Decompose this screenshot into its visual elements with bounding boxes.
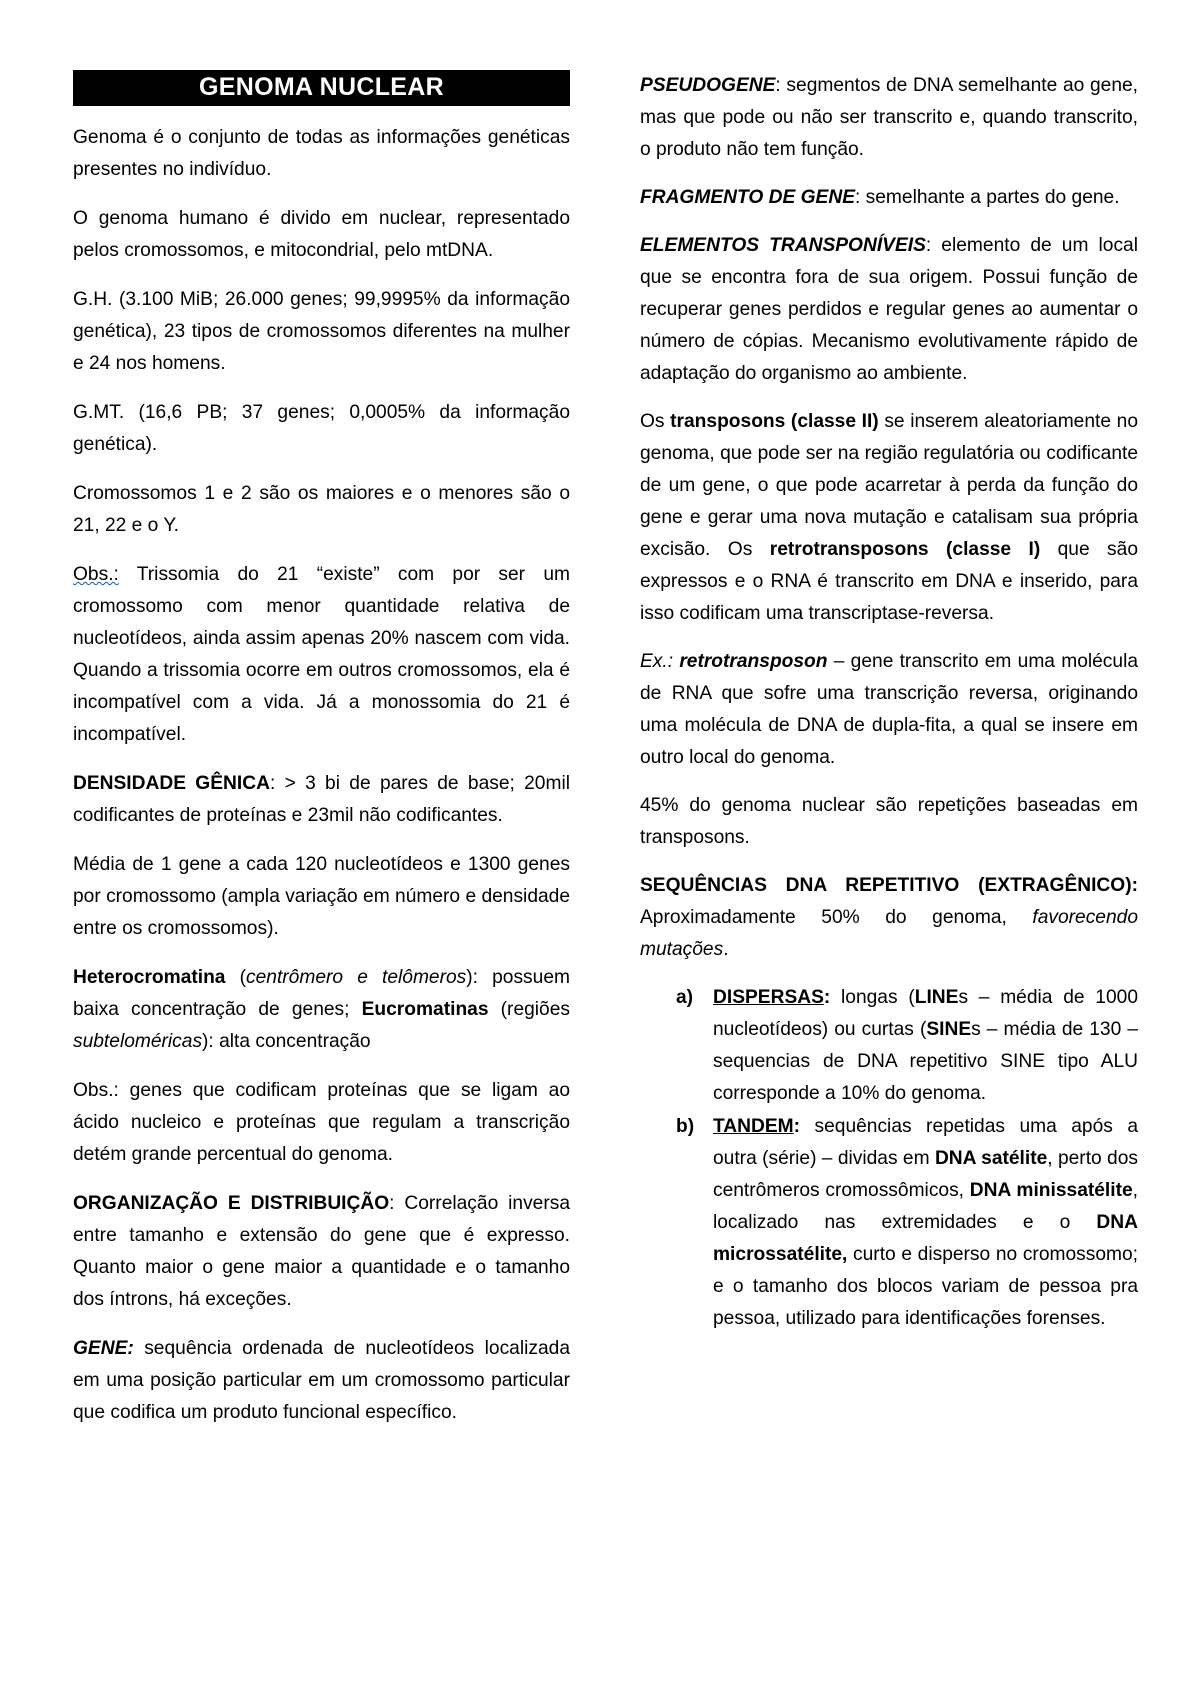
pseudogene-text: : segmentos de DNA semelhante ao gene, mas que pode ou não ser transcrito e, quando transcrito, o produto não tem função. [640,75,1138,160]
text-fragment: (regiões [488,999,570,1020]
paragraph-organizacao [73,1188,570,1316]
text-fragment: longas ( [830,987,915,1008]
retrotransposons-label: retrotransposons (classe I) [769,539,1041,560]
text-fragment: sequências repetidas uma após a outra (série) – dividas em [713,1116,1138,1169]
organizacao-text: : Correlação inversa entre tamanho e extensão do gene que é expresso. Quanto maior o gene maior a quantidade e o tamanho dos íntrons, há exceções. [73,1193,570,1310]
retrotransposon-term: retrotransposon [679,651,828,672]
paragraph-cromossomos: Cromossomos 1 e 2 são os maiores e o menores são o 21, 22 e o Y. [73,483,570,536]
list-item-dispersas [640,982,1138,1110]
text-fragment: que são expressos e o RNA é transcrito em DNA e inserido, para isso codificam uma transcriptase-reversa. [640,539,1138,624]
list-marker: a) [676,987,694,1008]
ex-label: Ex.: [640,651,680,672]
text-fragment: Os [640,411,671,432]
sine-term: SINE [926,1019,972,1040]
paragraph-media-genes: Média de 1 gene a cada 120 nucleotídeos e 1300 genes por cromossomo (ampla variação em número e densidade entre os cromossomos). [73,854,570,939]
paragraph-gene [73,1333,570,1429]
paragraph-exemplo-retrotransposon [640,646,1138,774]
paragraph-pseudogene [640,70,1138,166]
tandem-label: TANDEM [713,1116,794,1137]
list-marker: b) [676,1116,695,1137]
list-item-tandem [640,1111,1138,1335]
elementos-label: ELEMENTOS TRANSPONÍVEIS [640,235,926,256]
text-fragment: , perto dos centrômeros cromossômicos, [713,1148,1138,1201]
dispersas-label: DISPERSAS [713,987,824,1008]
text-fragment: ): possuem baixa concentração de genes; [73,967,570,1020]
paragraph-densidade-genica [73,768,570,832]
paragraph-obs-trissomia [73,559,570,751]
paragraph-45-percent: 45% do genoma nuclear são repetições baseadas em transposons. [640,795,1138,848]
pseudogene-label: PSEUDOGENE [640,75,776,96]
densidade-text: : > 3 bi de pares de base; 20mil codificantes de proteínas e 23mil não codificantes. [73,773,570,826]
obs-text: Trissomia do 21 “existe” com por ser um cromossomo com menor quantidade relativa de nucleotídeos, ainda assim apenas 20% nascem com vida. Quando a trissomia ocorre em outros cromossomos, ela é incompatível com a vida. Já a monossomia do 21 é incompatível. [73,564,570,745]
dna-microssatelite-term: DNA microssatélite, [713,1212,1138,1265]
text-fragment: s – média de 1000 nucleotídeos) ou curtas ( [713,987,1138,1040]
paragraph-obs-genes: Obs.: genes que codificam proteínas que se ligam ao ácido nucleico e proteínas que regulam a transcrição detém grande percentual do genoma. [73,1080,570,1165]
colon: : [793,1116,801,1137]
paragraph-genoma-definition: Genoma é o conjunto de todas as informações genéticas presentes no indivíduo. [73,127,570,180]
colon: : [823,987,831,1008]
right-column [640,70,1138,1336]
paragraph-transposons [640,406,1138,630]
organizacao-label: ORGANIZAÇÃO E DISTRIBUIÇÃO [73,1193,390,1214]
text-fragment: curto e disperso no cromossomo; e o tamanho dos blocos variam de pessoa pra pessoa, utilizado para identificações forenses. [713,1244,1138,1329]
repetitive-dna-list [640,982,1138,1335]
italic-fragment: subteloméricas [73,1031,203,1052]
text-fragment: – gene transcrito em uma molécula de RNA que sofre uma transcrição reversa, originando uma molécula de DNA de dupla-fita, a qual se insere em outro local do genoma. [640,651,1139,768]
paragraph-heterocromatina [73,962,570,1058]
transposons-label: transposons (classe II) [670,411,879,432]
paragraph-genoma-humano: O genoma humano é divido em nuclear, representado pelos cromossomos, e mitocondrial, pelo mtDNA. [73,208,570,261]
text-fragment: s – média de 130 – sequencias de DNA repetitivo SINE tipo ALU corresponde a 10% do genoma. [713,1019,1138,1104]
obs-label: Obs.: [73,564,119,585]
line-term: LINE [914,987,959,1008]
densidade-label: DENSIDADE GÊNICA [73,773,270,794]
text-fragment: ): alta concentração [202,1031,371,1052]
eucromatinas-label: Eucromatinas [361,999,489,1020]
text-fragment: , localizado nas extremidades e o [713,1180,1138,1233]
dna-satelite-term: DNA satélite [934,1148,1048,1169]
paragraph-elementos-transponiveis [640,230,1138,390]
text-fragment: se inserem aleatoriamente no genoma, que pode ser na região regulatória ou codificante de um gene, o que pode acarretar à perda da função do gene e gerar uma nova mutação e catalisam sua própria excisão. Os [640,411,1139,560]
elementos-text: : elemento de um local que se encontra fora de sua origem. Possui função de recuperar genes perdidos e regular genes ao aumentar o número de cópias. Mecanismo evolutivamente rápido de adaptação do organismo ao ambiente. [640,235,1138,384]
fragmento-text: : semelhante a partes do gene. [855,187,1120,208]
paragraph-fragmento-gene [640,182,1138,214]
left-column [73,70,570,1446]
text-fragment: . [723,939,729,960]
gene-text: sequência ordenada de nucleotídeos localizada em uma posição particular em um cromossomo particular que codifica um produto funcional específico. [73,1338,570,1423]
text-fragment: Aproximadamente 50% do genoma, [640,907,1033,928]
paragraph-gmt: G.MT. (16,6 PB; 37 genes; 0,0005% da informação genética). [73,402,570,455]
dna-minissatelite-term: DNA minissatélite [969,1180,1133,1201]
sequencias-label: SEQUÊNCIAS DNA REPETITIVO (EXTRAGÊNICO): [640,875,1138,896]
fragmento-label: FRAGMENTO DE GENE [640,187,855,208]
italic-fragment: centrômero e telômeros [246,967,467,988]
text-fragment: ( [225,967,247,988]
gene-label: GENE: [73,1338,134,1359]
heterocromatina-label: Heterocromatina [73,967,226,988]
paragraph-sequencias-repetitivas [640,870,1138,966]
italic-fragment: favorecendo mutações [640,907,1138,960]
paragraph-gh: G.H. (3.100 MiB; 26.000 genes; 99,9995% da informação genética), 23 tipos de cromossomos diferentes na mulher e 24 nos homens. [73,289,570,374]
page-title: GENOMA NUCLEAR [73,70,570,106]
